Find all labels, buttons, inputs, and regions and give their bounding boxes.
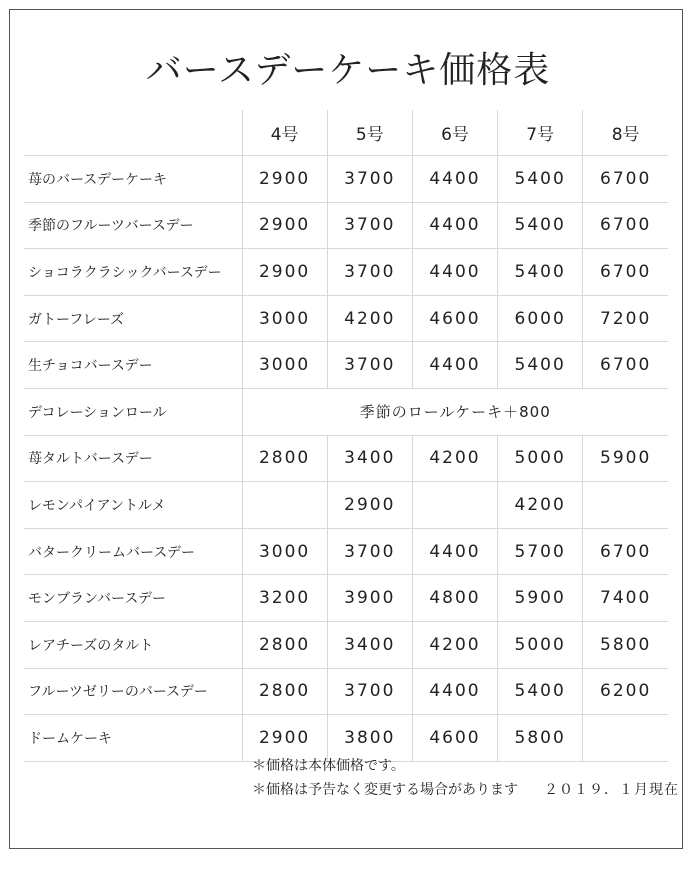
price-6: 4800 [412, 575, 497, 622]
price-6: 4400 [412, 202, 497, 249]
price-4: 2800 [242, 621, 327, 668]
cake-name: ガトーフレーズ [24, 295, 242, 342]
price-4: 3200 [242, 575, 327, 622]
price-8: 7200 [583, 295, 668, 342]
price-8: 6700 [583, 202, 668, 249]
size-header-6: 6号 [412, 110, 497, 156]
price-8: 6700 [583, 249, 668, 296]
size-header-5: 5号 [327, 110, 412, 156]
price-5: 3700 [327, 342, 412, 389]
price-7: 5000 [498, 621, 583, 668]
table-row [24, 435, 668, 482]
price-4: 3000 [242, 528, 327, 575]
price-6: 4400 [412, 156, 497, 203]
note-line [252, 778, 679, 802]
page-title: バースデーケーキ価格表 [145, 50, 551, 91]
table-row [24, 668, 668, 715]
price-6: 4600 [412, 715, 497, 762]
size-header-7: 7号 [498, 110, 583, 156]
table-row [24, 482, 668, 529]
header-blank-cell [24, 110, 242, 156]
roll-cake-price-note: 季節のロールケーキ＋800 [242, 388, 668, 435]
cake-name: デコレーションロール [24, 388, 242, 435]
price-7: 5900 [498, 575, 583, 622]
note-price-change: ＊価格は予告なく変更する場合があります [252, 782, 518, 798]
price-7: 4200 [498, 482, 583, 529]
price-5: 3700 [327, 202, 412, 249]
cake-name: レモンパイアントルメ [24, 482, 242, 529]
cake-name: 苺のバースデーケーキ [24, 156, 242, 203]
price-8: 7400 [583, 575, 668, 622]
price-8: 5900 [583, 435, 668, 482]
table-row [24, 621, 668, 668]
price-6: 4600 [412, 295, 497, 342]
price-6 [412, 482, 497, 529]
cake-name: 苺タルトバースデー [24, 435, 242, 482]
price-5: 4200 [327, 295, 412, 342]
cake-name: フルーツゼリーのバースデー [24, 668, 242, 715]
price-8: 6200 [583, 668, 668, 715]
as-of-date: ２０１９．１月現在 [544, 782, 679, 798]
price-7: 5400 [498, 202, 583, 249]
price-7: 5400 [498, 249, 583, 296]
price-5: 3700 [327, 249, 412, 296]
price-7: 5400 [498, 342, 583, 389]
price-7: 5400 [498, 156, 583, 203]
notes [252, 754, 679, 802]
price-7: 6000 [498, 295, 583, 342]
table-row [24, 388, 668, 435]
cake-name: モンブランバースデー [24, 575, 242, 622]
price-6: 4200 [412, 621, 497, 668]
table-row [24, 249, 668, 296]
price-6: 4400 [412, 249, 497, 296]
cake-name: レアチーズのタルト [24, 621, 242, 668]
price-8: 6700 [583, 528, 668, 575]
price-7: 5700 [498, 528, 583, 575]
cake-name: 生チョコバースデー [24, 342, 242, 389]
table-row [24, 295, 668, 342]
table-row [24, 202, 668, 249]
price-4 [242, 482, 327, 529]
table-row [24, 156, 668, 203]
price-5: 3400 [327, 435, 412, 482]
size-header-row [24, 110, 668, 156]
price-5: 3700 [327, 528, 412, 575]
price-4: 2800 [242, 668, 327, 715]
price-6: 4400 [412, 528, 497, 575]
cake-name: ショコラクラシックバースデー [24, 249, 242, 296]
note-line [252, 754, 679, 778]
price-8: 5800 [583, 621, 668, 668]
size-header-8: 8号 [583, 110, 668, 156]
price-4: 3000 [242, 342, 327, 389]
price-6: 4400 [412, 342, 497, 389]
price-5: 3800 [327, 715, 412, 762]
size-header-4: 4号 [242, 110, 327, 156]
price-4: 2900 [242, 249, 327, 296]
note-tax: ＊価格は本体価格です。 [252, 758, 405, 774]
price-5: 3900 [327, 575, 412, 622]
cake-name: バタークリームバースデー [24, 528, 242, 575]
price-8 [583, 482, 668, 529]
price-4: 2800 [242, 435, 327, 482]
cake-name: 季節のフルーツバースデー [24, 202, 242, 249]
price-8: 6700 [583, 342, 668, 389]
price-5: 3700 [327, 668, 412, 715]
price-6: 4400 [412, 668, 497, 715]
price-7: 5400 [498, 668, 583, 715]
price-5: 3400 [327, 621, 412, 668]
cake-name: ドームケーキ [24, 715, 242, 762]
price-table [24, 110, 668, 762]
price-7: 5000 [498, 435, 583, 482]
price-7: 5800 [498, 715, 583, 762]
price-4: 3000 [242, 295, 327, 342]
table-row [24, 575, 668, 622]
price-4: 2900 [242, 156, 327, 203]
price-4: 2900 [242, 715, 327, 762]
price-5: 2900 [327, 482, 412, 529]
table-row [24, 342, 668, 389]
price-5: 3700 [327, 156, 412, 203]
price-8: 6700 [583, 156, 668, 203]
table-row [24, 528, 668, 575]
price-4: 2900 [242, 202, 327, 249]
price-6: 4200 [412, 435, 497, 482]
